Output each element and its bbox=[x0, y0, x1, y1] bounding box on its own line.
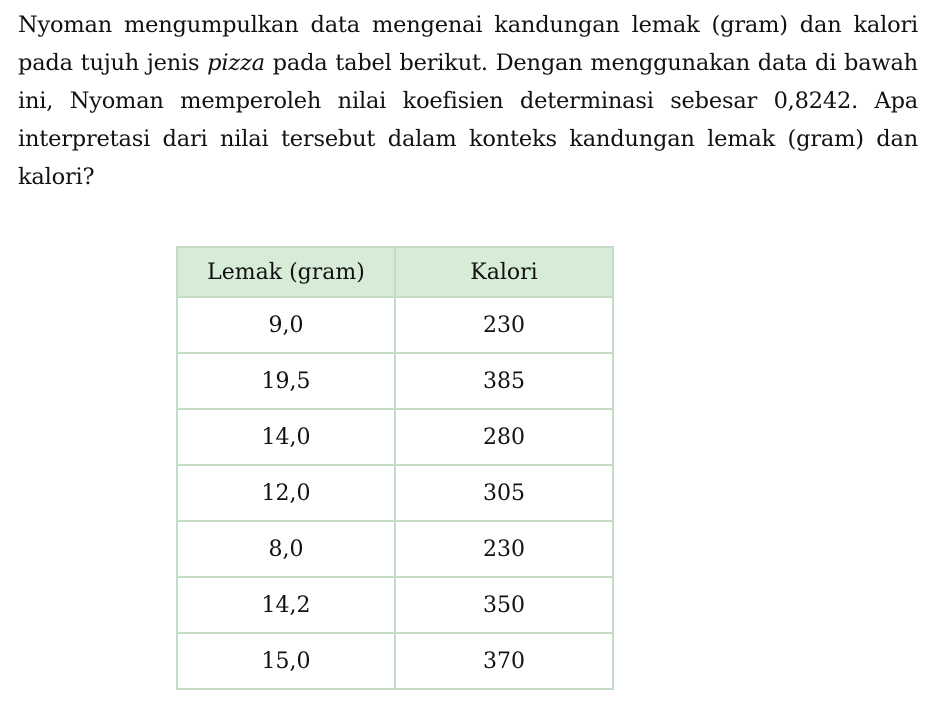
table-row bbox=[177, 577, 613, 633]
table-header-row bbox=[177, 247, 613, 297]
question-part-1: Nyoman mengumpulkan data mengenai kandungan lemak (gram) dan kalori pada tujuh jenis bbox=[18, 12, 918, 76]
cell-kalori: 280 bbox=[395, 409, 613, 465]
question-text bbox=[18, 6, 918, 196]
table-row bbox=[177, 465, 613, 521]
table-row bbox=[177, 297, 613, 353]
fat-calorie-table bbox=[176, 246, 614, 690]
cell-kalori: 230 bbox=[395, 521, 613, 577]
cell-lemak: 12,0 bbox=[177, 465, 395, 521]
cell-lemak: 15,0 bbox=[177, 633, 395, 689]
cell-lemak: 9,0 bbox=[177, 297, 395, 353]
cell-lemak: 8,0 bbox=[177, 521, 395, 577]
cell-lemak: 19,5 bbox=[177, 353, 395, 409]
table-row bbox=[177, 633, 613, 689]
header-lemak: Lemak (gram) bbox=[177, 247, 395, 297]
cell-kalori: 305 bbox=[395, 465, 613, 521]
question-part-2: pada tabel berikut. Dengan menggunakan data di bawah ini, Nyoman memperoleh nilai koefisien determinasi sebesar 0,8242. Apa interpretasi dari nilai tersebut dalam konteks kandungan lemak (gram) dan kalori? bbox=[18, 50, 918, 190]
cell-lemak: 14,0 bbox=[177, 409, 395, 465]
cell-kalori: 350 bbox=[395, 577, 613, 633]
question-italic-word: pizza bbox=[207, 50, 265, 76]
table-row bbox=[177, 409, 613, 465]
table-row bbox=[177, 353, 613, 409]
cell-lemak: 14,2 bbox=[177, 577, 395, 633]
table-row bbox=[177, 521, 613, 577]
cell-kalori: 370 bbox=[395, 633, 613, 689]
header-kalori: Kalori bbox=[395, 247, 613, 297]
cell-kalori: 230 bbox=[395, 297, 613, 353]
cell-kalori: 385 bbox=[395, 353, 613, 409]
